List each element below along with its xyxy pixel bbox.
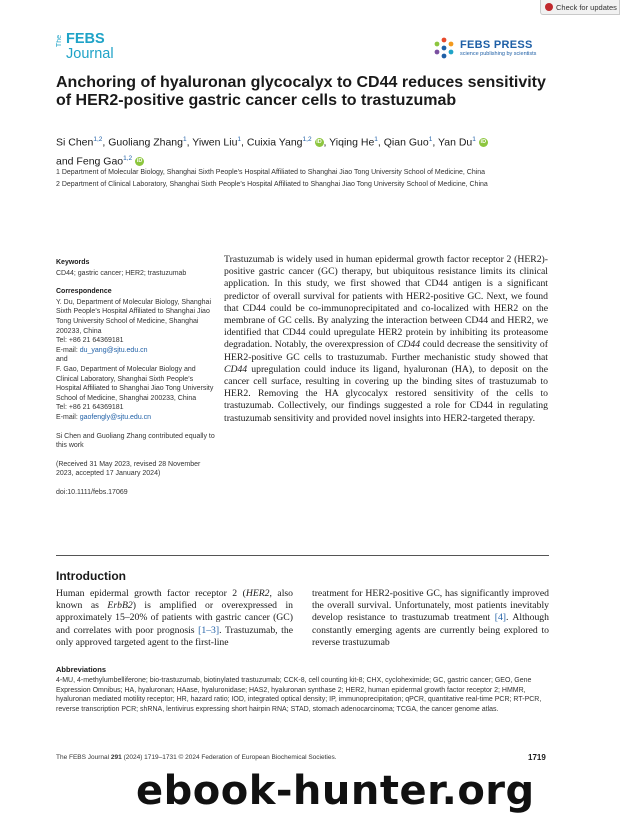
intro-text: . Trastuzumab, the only approved targeted agent to the first-line <box>56 624 293 648</box>
reference-link[interactable]: [4] <box>494 612 507 624</box>
check-for-updates-label: Check for updates <box>556 2 617 12</box>
intro-column-left <box>56 588 293 649</box>
intro-text: ) is amplified or overexpressed in approximately 15–20% of patients with gastric cancer (GC) and correlates with poor prognosis <box>56 600 293 636</box>
watermark: ebook-hunter.org <box>136 768 535 814</box>
intro-text: , also known as <box>56 588 293 612</box>
author-affiliation-mark: 1 <box>428 136 433 143</box>
author-list <box>56 132 556 169</box>
correspondence-gao-email-row <box>56 413 216 423</box>
intro-text: . Although constantly emerging agents are currently being explored to reverse trastuzumab <box>312 612 549 648</box>
correspondence-du-email-row <box>56 346 216 356</box>
correspondence-gao: F. Gao, Department of Molecular Biology and Clinical Laboratory, Shanghai Sixth People’s Hospital Affiliated to Shanghai Jiao Tong University School of Medicine, Shanghai 200233, China <box>56 365 214 402</box>
equal-contribution-note: Si Chen and Guoliang Zhang contributed equally to this work <box>56 432 215 450</box>
intro-gene-italic: HER2 <box>245 588 270 599</box>
abbreviations-text: 4-MU, 4-methylumbelliferone; bio-trastuzumab, biotinylated trastuzumab; CCK-8, cell counting kit-8; CHX, cycloheximide; GC, gastric cancer; GEO, Gene Expression Omnibus; HA, hyaluronan; HAase, hyaluronidase; HAS2, hyaluronan synthase 2; HER2, human epidermal growth factor receptor 2; HMMR, hyaluronan mediated motility receptor; HR, hazard ratio; IOD, integrated optical density; IP, immunoprecipitation; qPCR, quantitative real-time PCR; RT-PCR, reverse transcription PCR; shRNA, lentivirus expressing short hairpin RNA; STAD, stomach adenocarcinoma; TCGA, the cancer genome atlas. <box>56 677 542 713</box>
update-check-icon <box>545 3 553 11</box>
email-label: E-mail: <box>56 346 80 354</box>
febs-press-mark-icon <box>433 37 455 59</box>
affiliation-2: 2 Department of Clinical Laboratory, Shanghai Sixth People’s Hospital Affiliated to Shanghai Jiao Tong University School of Medicine, China <box>56 181 488 188</box>
email-label: E-mail: <box>56 413 80 421</box>
intro-column-right <box>312 588 549 649</box>
abstract <box>224 254 548 425</box>
author-affiliation-mark: 1,2 <box>302 136 312 143</box>
journal-logo-the: The <box>56 35 63 48</box>
journal-logo-name: FEBS <box>66 31 105 47</box>
author-name[interactable]: and Feng Gao <box>56 155 124 167</box>
author-affiliation-mark: 1,2 <box>123 154 133 162</box>
article-info-sidebar <box>56 258 216 506</box>
abbreviations-heading: Abbreviations <box>56 665 107 674</box>
author-separator: , <box>323 136 330 149</box>
author-affiliation-mark: 1 <box>374 136 378 143</box>
correspondence-heading: Correspondence <box>56 288 112 296</box>
press-tagline: science publishing by scientists <box>460 51 537 57</box>
orcid-icon[interactable]: iD <box>480 139 487 146</box>
page-number: 1719 <box>528 753 546 762</box>
footer-volume: 291 <box>110 754 122 761</box>
journal-logo-sub: Journal <box>66 46 114 62</box>
footer-journal: The FEBS Journal <box>56 754 111 761</box>
email-link-gao[interactable]: gaofengly@sjtu.edu.cn <box>79 413 152 421</box>
author-name[interactable]: Yiwen Liu <box>192 136 238 149</box>
correspondence-du: Y. Du, Department of Molecular Biology, Shanghai Sixth People’s Hospital Affiliated to Shanghai Jiao Tong University School of Medicine, Shanghai 200233, China <box>56 298 211 335</box>
correspondence-and: and <box>56 356 68 364</box>
correspondence-gao-tel: Tel: +86 21 64369181 <box>56 404 124 412</box>
orcid-icon[interactable]: iD <box>316 139 322 146</box>
intro-gene-italic: ErbB2 <box>107 600 133 612</box>
author-name[interactable]: Si Chen <box>56 136 94 149</box>
abstract-text: could decrease the sensitivity of HER2-positive GC cells to trastuzumab. Further mechanistic study showed that <box>224 339 548 363</box>
author-affiliation-mark: 1 <box>182 136 187 143</box>
doi[interactable]: doi:10.1111/febs.17069 <box>56 488 128 496</box>
press-name: FEBS PRESS <box>460 39 533 51</box>
email-link-du[interactable]: du_yang@sjtu.edu.cn <box>79 346 148 354</box>
introduction-heading: Introduction <box>56 569 126 583</box>
author-name[interactable]: Guoliang Zhang <box>108 136 183 149</box>
abstract-text: upregulation could induce its ligand, hyaluronan (HA), to deposit on the cancer cell surface, resulting in covering up the binding sites of trastuzumab to HER2. Removing the HA glycocalyx restored sensitivity of the cells to trastuzumab. Collectively, our findings suggested a role for CD44 in regulating trastuzumab sensitivity and provided novel insights into HER2-targeted therapy. <box>224 363 548 424</box>
febs-journal-logo <box>56 32 114 61</box>
section-divider <box>56 555 549 556</box>
author-separator: , <box>432 136 438 149</box>
page-footer <box>56 754 337 761</box>
author-affiliation-mark: 1 <box>472 136 476 143</box>
keywords-heading: Keywords <box>56 259 90 266</box>
author-name[interactable]: Cuixia Yang <box>246 136 303 149</box>
keywords-text: CD44; gastric cancer; HER2; trastuzumab <box>56 269 187 277</box>
febs-press-logo <box>433 37 536 59</box>
author-separator: , <box>377 136 384 149</box>
intro-text: treatment for HER2-positive GC, has significantly improved the overall survival. Unfortunately, most patients inevitably develop resistance to trastuzumab treatment <box>312 588 549 624</box>
article-title: Anchoring of hyaluronan glycocalyx to CD44 reduces sensitivity of HER2-positive gastric cancer cells to trastuzumab <box>56 74 546 109</box>
author-name[interactable]: Yiqing He <box>329 136 375 149</box>
orcid-icon[interactable]: iD <box>136 157 143 164</box>
affiliation-1: 1 Department of Molecular Biology, Shanghai Sixth People’s Hospital Affiliated to Shanghai Jiao Tong University School of Medicine, China <box>56 169 486 176</box>
author-affiliation-mark: 1 <box>237 136 242 143</box>
author-name[interactable]: Qian Guo <box>383 136 429 149</box>
author-affiliation-mark: 1,2 <box>93 136 103 143</box>
received-dates: (Received 31 May 2023, revised 28 November 2023, accepted 17 January 2024) <box>56 460 201 478</box>
abstract-gene-italic: CD44 <box>396 339 421 351</box>
check-for-updates-badge[interactable] <box>540 0 620 15</box>
correspondence-du-tel: Tel: +86 21 64369181 <box>56 337 124 345</box>
abstract-text: Trastuzumab is widely used in human epidermal growth factor receptor 2 (HER2)-positive gastric cancer (GC) therapy, but ubiquitous resistance limits its clinical application. In this study, we first showed that CD44 antigen is a significant predictor of overall survival for patients with HER2-positive GC. Next, we found that CD44 could be co-immunoprecipitated and co-localized with HER2 on the membrane of GC cells. By analyzing the interaction between CD44 and HER2, we identified that CD44 could upregulate HER2 protein by inhibiting its proteasome degradation. Notably, the overexpression of <box>224 254 548 351</box>
author-name[interactable]: Yan Du <box>438 136 473 149</box>
reference-link[interactable]: [1–3] <box>198 624 220 636</box>
abstract-gene-italic: CD44 <box>224 363 248 375</box>
author-separator: , <box>241 136 247 149</box>
author-separator: , <box>102 136 109 149</box>
author-separator: , <box>186 136 193 149</box>
footer-citation: (2024) 1719–1731 © 2024 Federation of European Biochemical Societies. <box>121 754 337 761</box>
intro-text: Human epidermal growth factor receptor 2 ( <box>56 588 246 599</box>
